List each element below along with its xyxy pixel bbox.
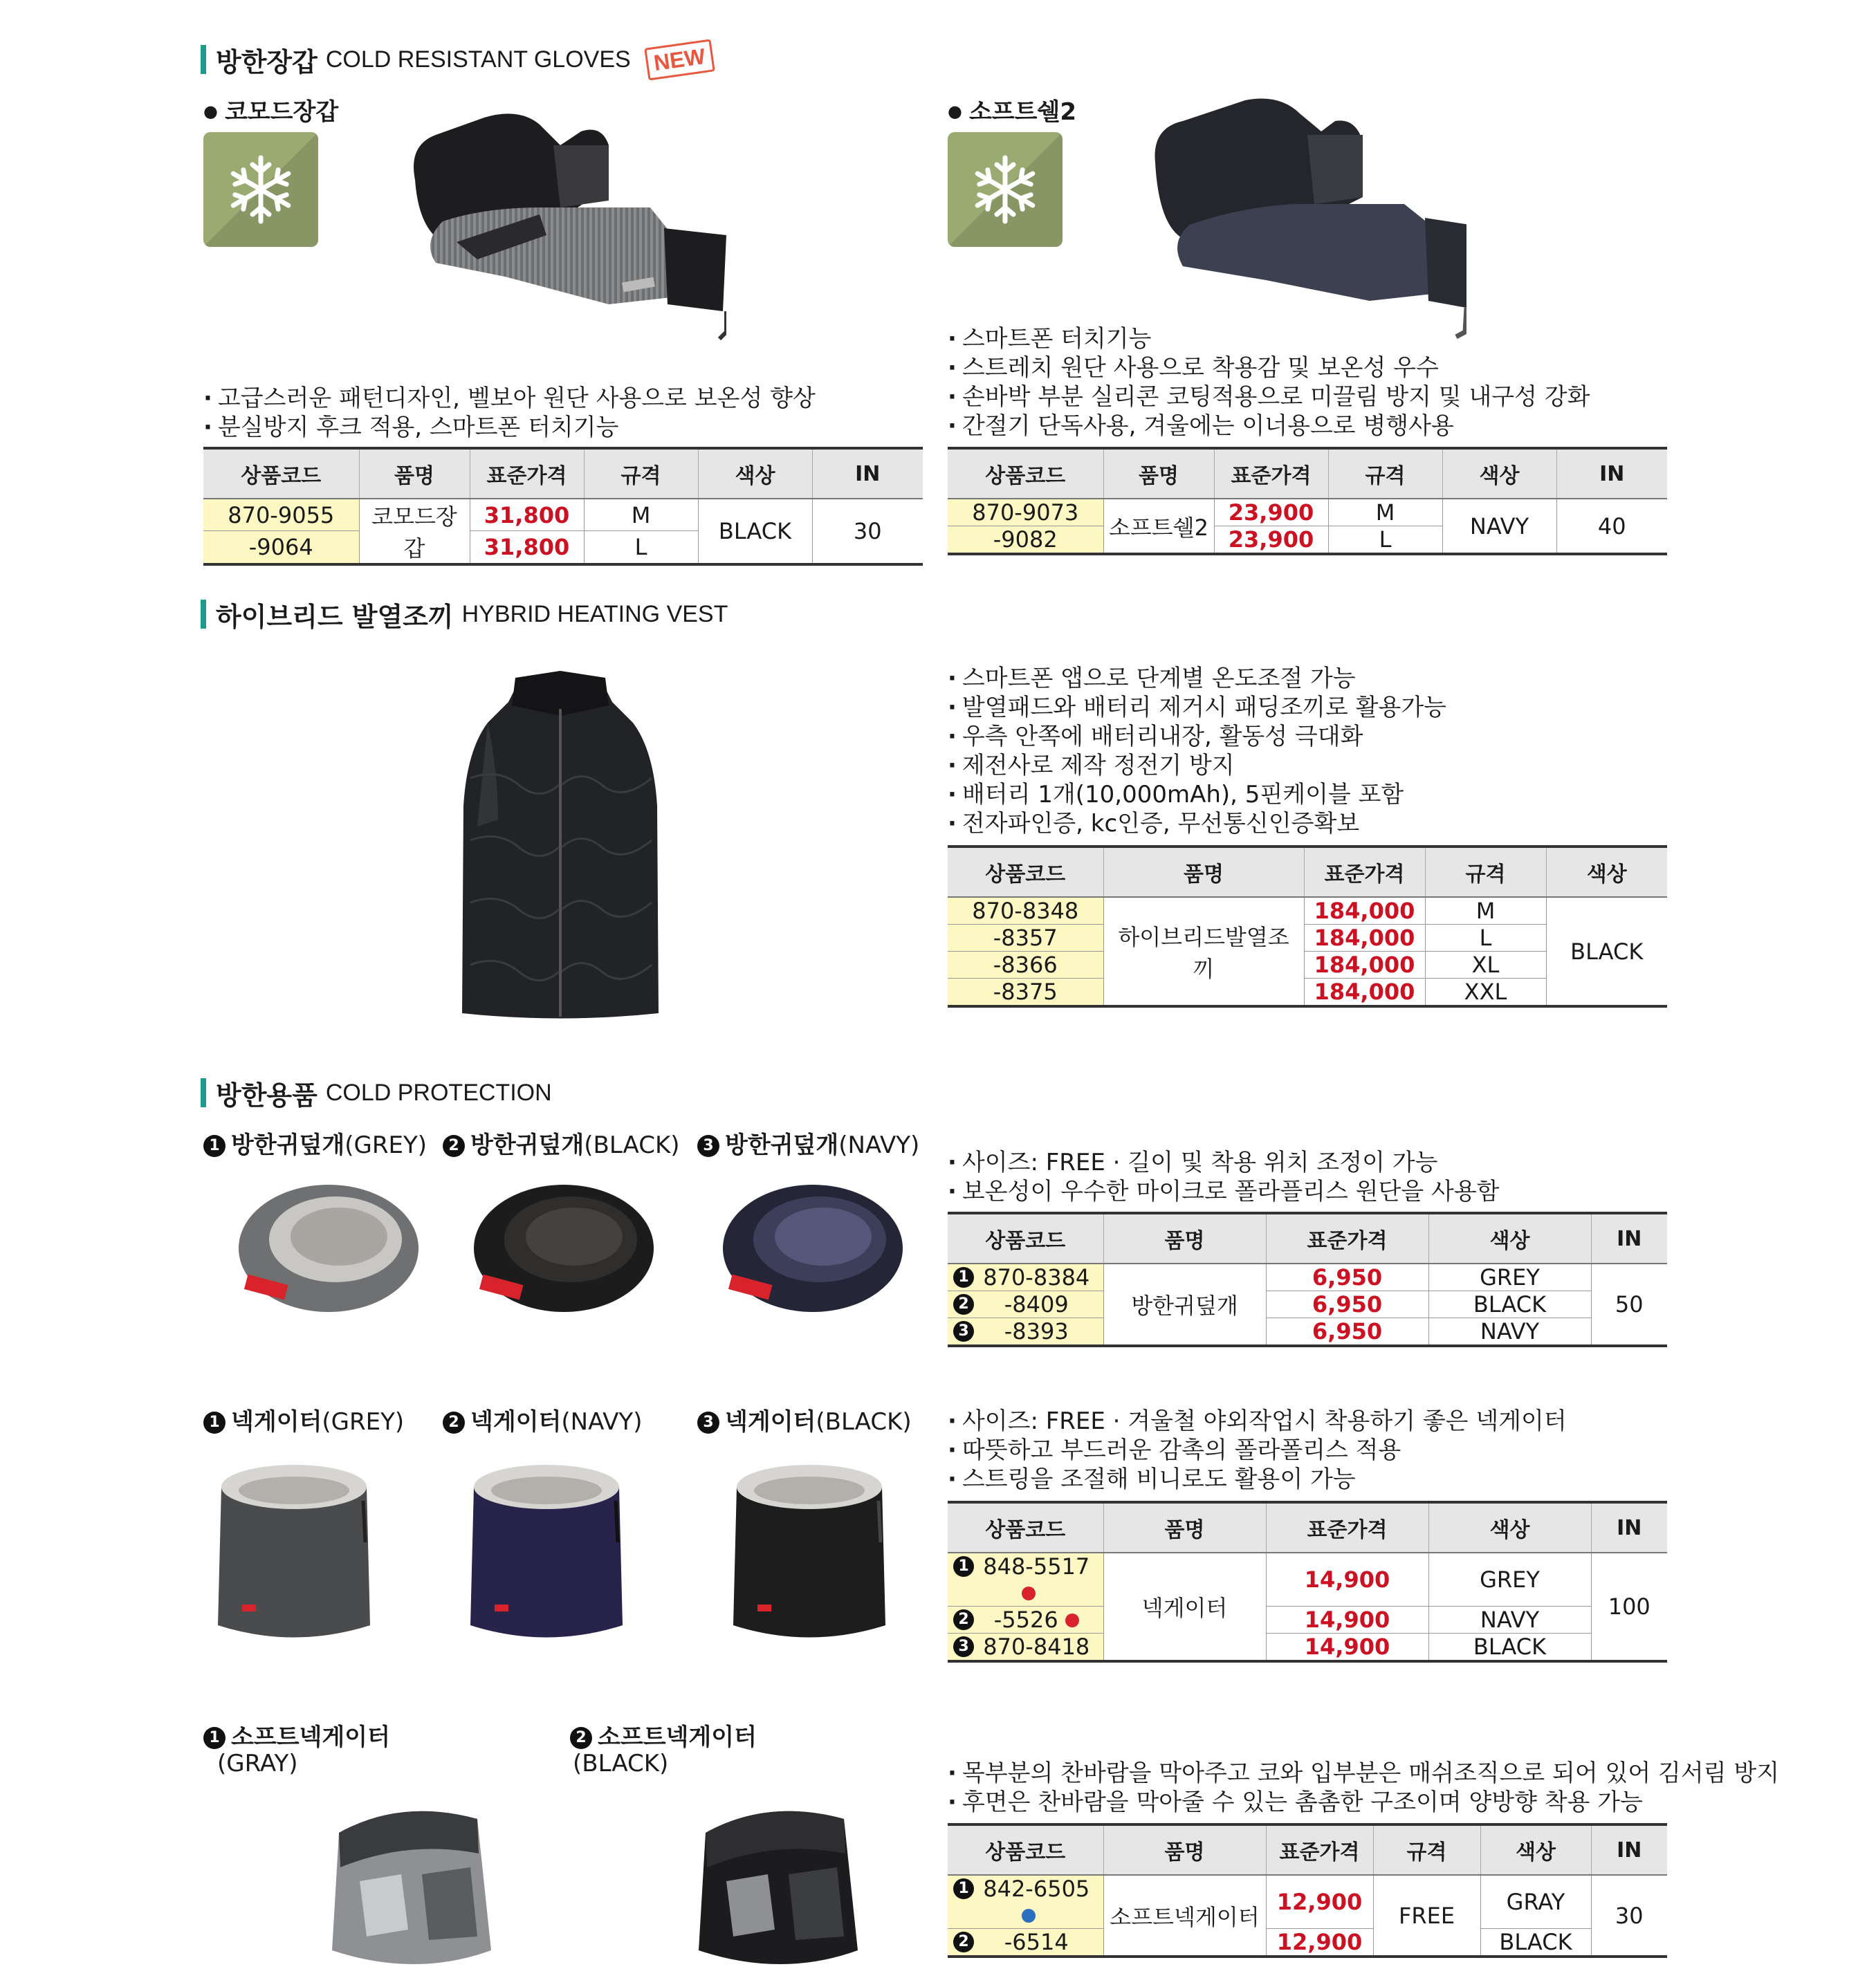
product-price: 23,900 (1214, 526, 1328, 555)
header-code: 상품코드 (948, 1502, 1103, 1553)
product-size: M (584, 499, 698, 531)
header-name: 품명 (1103, 1824, 1266, 1875)
item-variant: (GREY) (344, 1131, 427, 1159)
feature-line: · 우측 안쪽에 배터리내장, 활동성 극대화 (948, 722, 1446, 751)
row-number: 1 (953, 1267, 974, 1288)
vest-spec-table (948, 845, 1667, 1008)
red-dot-icon (1065, 1614, 1079, 1627)
product-code (948, 1634, 1103, 1662)
product-code (948, 1607, 1103, 1634)
new-badge: NEW (644, 39, 715, 80)
header-size: 규격 (1425, 847, 1546, 897)
header-price: 표준가격 (1214, 448, 1328, 499)
row-number: 3 (953, 1321, 974, 1342)
section-title-en: HYBRID HEATING VEST (461, 600, 728, 627)
soft-neck-gaiter-gray-image (318, 1791, 498, 1971)
softneck-spec-table (948, 1823, 1667, 1958)
product-code: -8375 (948, 979, 1103, 1007)
product-color: GRAY (1480, 1875, 1591, 1929)
code-text: -5526 (993, 1607, 1058, 1633)
code-text: -8409 (1004, 1291, 1069, 1318)
product-name: 하이브리드발열조끼 (1103, 897, 1304, 1006)
product-code: 870-9055 (203, 499, 359, 531)
neck-spec-table (948, 1501, 1667, 1663)
feature-line: · 스트레치 원단 사용으로 착용감 및 보온성 우수 (948, 353, 1590, 382)
header-color: 색상 (1546, 847, 1667, 897)
softneck-variant-1 (217, 1750, 298, 1777)
header-color: 색상 (698, 448, 812, 499)
header-size: 규격 (1328, 448, 1442, 499)
item-variant: (NAVY) (561, 1408, 643, 1436)
row-number: 1 (953, 1878, 974, 1899)
product-code (948, 1264, 1103, 1291)
softneck-variant-2 (573, 1750, 668, 1777)
section-header-protection (201, 1076, 552, 1109)
header-name: 품명 (1103, 1502, 1266, 1553)
product-color: BLACK (1480, 1929, 1591, 1957)
header-code: 상품코드 (948, 1213, 1103, 1264)
row-number: 2 (953, 1609, 974, 1630)
table-row (948, 1553, 1667, 1607)
product-size: L (1425, 925, 1546, 952)
feature-line: · 스마트폰 앱으로 단계별 온도조절 가능 (948, 664, 1446, 693)
section-title-en: COLD PROTECTION (325, 1079, 552, 1106)
product-price: 184,000 (1304, 952, 1425, 979)
section-title-en: COLD RESISTANT GLOVES (325, 46, 631, 73)
header-color: 색상 (1442, 448, 1556, 499)
feature-line: · 사이즈: FREE · 겨울철 야외작업시 착용하기 좋은 넥게이터 (948, 1407, 1567, 1436)
code-text: 842-6505 (983, 1876, 1090, 1902)
item-name: 넥게이터 (470, 1408, 562, 1436)
product-code: -9064 (203, 531, 359, 564)
table-row (948, 897, 1667, 925)
header-code: 상품코드 (203, 448, 359, 499)
product-price: 6,950 (1266, 1291, 1428, 1318)
table-row (948, 499, 1667, 526)
section-title-ko: 방한장갑 (216, 46, 318, 77)
product-color: GREY (1428, 1553, 1591, 1607)
table-row (948, 1607, 1667, 1634)
item-number: 2 (443, 1412, 465, 1434)
item-number: 2 (570, 1727, 592, 1749)
table-row (948, 1291, 1667, 1318)
earmuff-label-1 (203, 1126, 427, 1160)
product-price: 14,900 (1266, 1553, 1428, 1607)
feature-line: · 따뜻하고 부드러운 감촉의 폴라폴리스 적용 (948, 1436, 1567, 1465)
product-name: 소프트쉘2 (1103, 499, 1214, 554)
section-accent-bar (201, 600, 206, 629)
header-in: IN (1591, 1213, 1667, 1264)
item-number: 3 (697, 1412, 719, 1434)
product-name: 소프트넥게이터 (1103, 1875, 1266, 1957)
feature-line: · 후면은 찬바람을 막아줄 수 있는 촘촘한 구조이며 양방향 착용 가능 (948, 1788, 1779, 1817)
komod-glove-image (401, 104, 726, 353)
product-price: 31,800 (470, 531, 584, 564)
item-variant: (GREY) (322, 1408, 405, 1436)
item-variant: (NAVY) (838, 1131, 920, 1159)
softshell2-glove-image (1141, 93, 1466, 342)
product-price: 12,900 (1266, 1875, 1373, 1929)
header-color: 색상 (1428, 1502, 1591, 1553)
header-code: 상품코드 (948, 1824, 1103, 1875)
product-price: 184,000 (1304, 979, 1425, 1007)
header-price: 표준가격 (1266, 1502, 1428, 1553)
feature-line: · 제전사로 제작 정전기 방지 (948, 751, 1446, 780)
code-text: 870-8418 (983, 1634, 1090, 1660)
soft-neck-gaiter-black-image (685, 1791, 865, 1971)
red-dot-icon (1022, 1587, 1036, 1600)
product-title-komod: ● 코모드장갑 (203, 93, 338, 127)
product-name: 코모드장갑 (359, 499, 470, 564)
product-in: 30 (812, 499, 923, 564)
header-in: IN (1556, 448, 1667, 499)
product-size: XL (1425, 952, 1546, 979)
feature-line: · 손바박 부분 실리콘 코팅적용으로 미끌림 방지 및 내구성 강화 (948, 382, 1590, 412)
neck-label-1 (203, 1403, 404, 1436)
product-size: M (1328, 499, 1442, 526)
header-code: 상품코드 (948, 847, 1103, 897)
product-size: FREE (1373, 1875, 1480, 1957)
product-in: 30 (1591, 1875, 1667, 1957)
product-price: 184,000 (1304, 925, 1425, 952)
header-price: 표준가격 (1266, 1824, 1373, 1875)
item-name: 넥게이터 (231, 1408, 322, 1436)
product-price: 12,900 (1266, 1929, 1373, 1957)
item-number: 1 (203, 1727, 226, 1749)
softneck-label-1 (203, 1718, 390, 1752)
section-title-ko: 방한용품 (216, 1080, 318, 1111)
feature-line: · 전자파인증, kc인증, 무선통신인증확보 (948, 809, 1446, 838)
product-price: 6,950 (1266, 1318, 1428, 1347)
neck-label-2 (443, 1403, 642, 1436)
header-price: 표준가격 (1304, 847, 1425, 897)
feature-line: · 배터리 1개(10,000mAh), 5핀케이블 포함 (948, 780, 1446, 809)
neck-features (948, 1407, 1567, 1494)
product-code (948, 1875, 1103, 1929)
item-variant: (BLACK) (816, 1408, 912, 1436)
glove1-spec-table (203, 447, 923, 566)
glove1-features (203, 384, 816, 442)
item-name: 방한귀덮개 (231, 1131, 345, 1159)
header-name: 품명 (359, 448, 470, 499)
feature-line: · 간절기 단독사용, 겨울에는 이너용으로 병행사용 (948, 412, 1590, 441)
product-price: 14,900 (1266, 1607, 1428, 1634)
neck-gaiter-navy-image (467, 1459, 626, 1646)
feature-line: · 사이즈: FREE · 길이 및 착용 위치 조정이 가능 (948, 1148, 1500, 1177)
product-price: 184,000 (1304, 897, 1425, 925)
product-name: 방한귀덮개 (1103, 1264, 1266, 1346)
product-price: 31,800 (470, 499, 584, 531)
product-price: 14,900 (1266, 1634, 1428, 1662)
item-variant: (BLACK) (573, 1750, 669, 1777)
product-code (948, 1553, 1103, 1607)
product-color: GREY (1428, 1264, 1591, 1291)
item-name: 방한귀덮개 (725, 1131, 839, 1159)
product-name: 넥게이터 (1103, 1553, 1266, 1661)
earmuff-label-2 (443, 1126, 680, 1160)
feature-line: · 보온성이 우수한 마이크로 폴라플리스 원단을 사용함 (948, 1177, 1500, 1206)
table-row (948, 1929, 1667, 1957)
product-color: BLACK (1428, 1291, 1591, 1318)
product-color: BLACK (698, 499, 812, 564)
header-size: 규격 (584, 448, 698, 499)
feature-line: · 목부분의 찬바람을 막아주고 코와 입부분은 매쉬조직으로 되어 있어 김서림 방지 (948, 1759, 1779, 1788)
product-in: 50 (1591, 1264, 1667, 1346)
product-in: 40 (1556, 499, 1667, 554)
header-color: 색상 (1480, 1824, 1591, 1875)
header-in: IN (812, 448, 923, 499)
row-number: 2 (953, 1932, 974, 1952)
header-name: 품명 (1103, 847, 1304, 897)
earmuff-black-image (467, 1176, 661, 1321)
product-color: NAVY (1442, 499, 1556, 554)
header-name: 품명 (1103, 1213, 1266, 1264)
item-variant: (GRAY) (217, 1750, 298, 1777)
header-price: 표준가격 (470, 448, 584, 499)
section-header-gloves (201, 43, 712, 76)
header-code: 상품코드 (948, 448, 1103, 499)
neck-gaiter-grey-image (214, 1459, 374, 1646)
softneck-label-2 (570, 1718, 757, 1752)
section-title-ko: 하이브리드 발열조끼 (216, 601, 454, 632)
item-number: 3 (697, 1135, 719, 1157)
code-text: 870-8384 (983, 1264, 1090, 1291)
product-code (948, 1929, 1103, 1957)
product-code (948, 1291, 1103, 1318)
product-title-softshell2: ● 소프트쉘2 (948, 93, 1076, 127)
product-size: L (584, 531, 698, 564)
feature-line: · 스마트폰 터치기능 (948, 324, 1590, 353)
row-number: 3 (953, 1636, 974, 1657)
earmuff-features (948, 1148, 1500, 1206)
glove2-spec-table (948, 447, 1667, 555)
table-row (948, 1318, 1667, 1347)
header-size: 규격 (1373, 1824, 1480, 1875)
vest-features (948, 664, 1446, 838)
item-number: 1 (203, 1412, 226, 1434)
row-number: 2 (953, 1294, 974, 1315)
product-code: 870-8348 (948, 897, 1103, 925)
code-text: -6514 (1004, 1929, 1069, 1955)
snowflake-icon (203, 132, 318, 247)
feature-line: · 고급스러운 패턴디자인, 벨보아 원단 사용으로 보온성 향상 (203, 384, 816, 413)
header-in: IN (1591, 1502, 1667, 1553)
section-header-vest (201, 598, 728, 631)
header-price: 표준가격 (1266, 1213, 1428, 1264)
glove2-features (948, 324, 1590, 441)
earmuff-navy-image (716, 1176, 910, 1321)
feature-line: · 스트링을 조절해 비니로도 활용이 가능 (948, 1465, 1567, 1494)
header-color: 색상 (1428, 1213, 1591, 1264)
header-in: IN (1591, 1824, 1667, 1875)
item-name: 넥게이터 (725, 1408, 816, 1436)
product-code: 870-9073 (948, 499, 1103, 526)
product-code: -8357 (948, 925, 1103, 952)
row-number: 1 (953, 1556, 974, 1577)
item-name: 방한귀덮개 (470, 1131, 585, 1159)
blue-dot-icon (1022, 1909, 1036, 1923)
code-text: 848-5517 (983, 1553, 1090, 1580)
product-color: NAVY (1428, 1318, 1591, 1347)
product-color: NAVY (1428, 1607, 1591, 1634)
product-price: 6,950 (1266, 1264, 1428, 1291)
product-in: 100 (1591, 1553, 1667, 1661)
product-code: -8366 (948, 952, 1103, 979)
neck-gaiter-black-image (730, 1459, 889, 1646)
item-number: 1 (203, 1135, 226, 1157)
item-variant: (BLACK) (584, 1131, 680, 1159)
product-size: L (1328, 526, 1442, 555)
item-name: 소프트넥게이터 (598, 1723, 757, 1751)
product-color: BLACK (1546, 897, 1667, 1006)
heating-vest-image (457, 667, 664, 1027)
section-accent-bar (201, 45, 206, 74)
section-accent-bar (201, 1078, 206, 1107)
product-code (948, 1318, 1103, 1347)
code-text: -8393 (1004, 1318, 1069, 1344)
feature-line: · 분실방지 후크 적용, 스마트폰 터치기능 (203, 413, 816, 442)
product-price: 23,900 (1214, 499, 1328, 526)
item-name: 소프트넥게이터 (231, 1723, 390, 1751)
table-row (948, 1264, 1667, 1291)
table-row (203, 499, 923, 531)
earmuff-spec-table (948, 1212, 1667, 1347)
softneck-features (948, 1759, 1779, 1817)
earmuff-label-3 (697, 1126, 919, 1160)
feature-line: · 발열패드와 배터리 제거시 패딩조끼로 활용가능 (948, 693, 1446, 722)
product-size: M (1425, 897, 1546, 925)
product-size: XXL (1425, 979, 1546, 1007)
table-row (948, 1875, 1667, 1929)
item-number: 2 (443, 1135, 465, 1157)
header-name: 품명 (1103, 448, 1214, 499)
product-color: BLACK (1428, 1634, 1591, 1662)
product-code: -9082 (948, 526, 1103, 555)
neck-label-3 (697, 1403, 912, 1436)
snowflake-icon (948, 132, 1063, 247)
table-row (948, 1634, 1667, 1662)
earmuff-grey-image (232, 1176, 425, 1321)
